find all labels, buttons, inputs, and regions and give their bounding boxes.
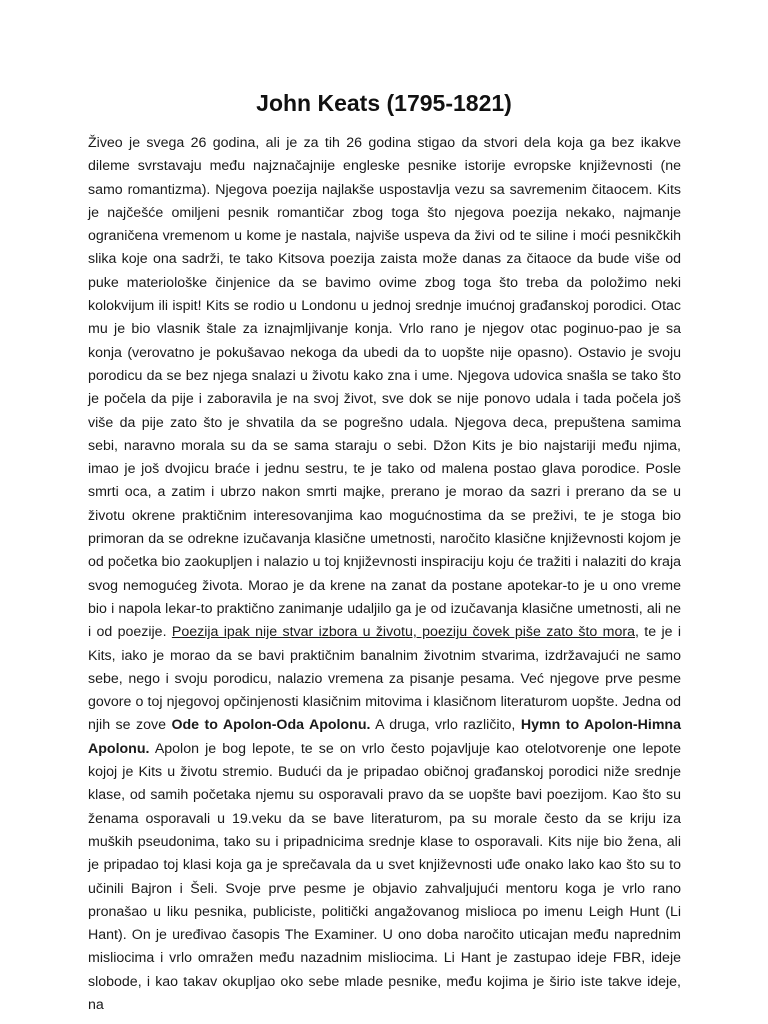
page-title: John Keats (1795-1821) [256, 90, 512, 116]
bold-poem-title: Ode to Apolon-Oda Apolonu. [171, 717, 371, 734]
text-segment: A druga, vrlo različito, [370, 717, 521, 734]
underlined-quote: Poezija ipak nije stvar izbora u životu, poeziju čovek piše zato što mora [171, 624, 635, 641]
text-segment: Apolon je bog lepote, te se on vrlo često pojavljuje kao otelotvorenje one lepote kojoj je Kits u životu stremio. Budući da je pripadao običnoj građanskoj porodici niže srednje klase, od samih početaka njemu su osporavali pravo da se uopšte bavi poezijom. Kao što su ženama osporavali u 19.veku da se bave literaturom, pa su morale često da se kriju iza muških pseudonima, tako su i pripadnicima srednje klase to osporavali. Kits nije bio žena, ali je pripadao toj klasi koja ga je sprečavala da u svet književnosti uđe onako lako kao što su to učinili Bajron i Šeli. Svoje prve pesme je objavio zahvaljujući mentoru koga je vrlo rano pronašao u liku pesnika, publiciste, politički angažovanog mislioca po imenu Leigh Hunt (Li Hant). On je uređivao časopis The Examiner. U ono doba naročito uticajan među naprednim misliocima i vrlo omražen među nazadnim misliocima. Li Hant je zastupao ideje FBR, ideje slobode, i kao takav okupljao oko sebe mlade pesnike, među kojima je širio iste takve ideje, na [88, 740, 681, 1013]
body-paragraph [88, 132, 681, 1017]
text-segment: Živeo je svega 26 godina, ali je za tih 26 godina stigao da stvori dela koja ga bez ikakve dileme svrstavaju među najznačajnije engleske pesnike istorije evropske književnosti (ne samo romantizma). Njegova poezija najlakše uspostavlja vezu sa savremenim čitaocem. Kits je najčešće omiljeni pesnik romantičar zbog toga što njegova poezija nekako, najmanje ograničena vremenom u kome je nastala, najviše uspeva da živi od te siline i moći pesnikčkih slika koje ona sadrži, te tako Kitsova poezija zaista može danas za čitaoce da bude više od puke materiološke činjenice da se bavimo ovime zbog toga što treba da položimo neki kolokvijum ili ispit! Kits se rodio u Londonu u jednoj srednje imućnoj građanskoj porodici. Otac mu je bio vlasnik štale za iznajmljivanje konja. Vrlo rano je njegov otac poginuo-pao je sa konja (verovatno je pokušavao nekoga da ubedi da to uopšte nije opasno). Ostavio je svoju porodicu da se bez njega snalazi u životu kako zna i ume. Njegova udovica snašla se tako što je počela da pije i zaboravila je na svoj život, sve dok se nije ponovo udala i tada počela još više da pije zato što je shvatila da se pogrešno udala. Njegova deca, prepuštena samima sebi, naravno morala su da se sama staraju o sebi. Džon Kits je bio najstariji među njima, imao je još dvojicu braće i jednu sestru, te je tako od malena postao glava porodice. Posle smrti oca, a zatim i ubrzo nakon smrti majke, prerano je morao da sazri i prerano da se u životu okrene praktičnim interesovanjima kao mogućnostima da se preživi, te je stoga bio primoran da se odrekne izučavanja klasične umetnosti, naročito klasične književnosti kojom je od početka bio zaokupljen i nalazio u toj književnosti inspiraciju koju će tražiti i nalaziti do kraja svog nemogućeg života. Morao je da krene na zanat da postane apotekar-to je u ono vreme bio i napola lekar-to praktično zanimanje udaljilo ga je od izučavanja klasične umetnosti, ali ne i od poezije. [88, 135, 681, 641]
bold-poem-title: Hymn to Apolon-Himna Apolonu. [88, 717, 681, 757]
text-segment: , te je i Kits, iako je morao da se bavi praktičnim banalnim životnim stvarima, izdržavajući ne samo sebe, nego i svoju porodicu, nalazio vremena za pisanje pesama. Već njegove prve pesme govore o toj njegovoj opčinjenosti klasičnim mitovima i klasičnom literaturom uopšte. Jedna od njih se zove [88, 624, 681, 734]
